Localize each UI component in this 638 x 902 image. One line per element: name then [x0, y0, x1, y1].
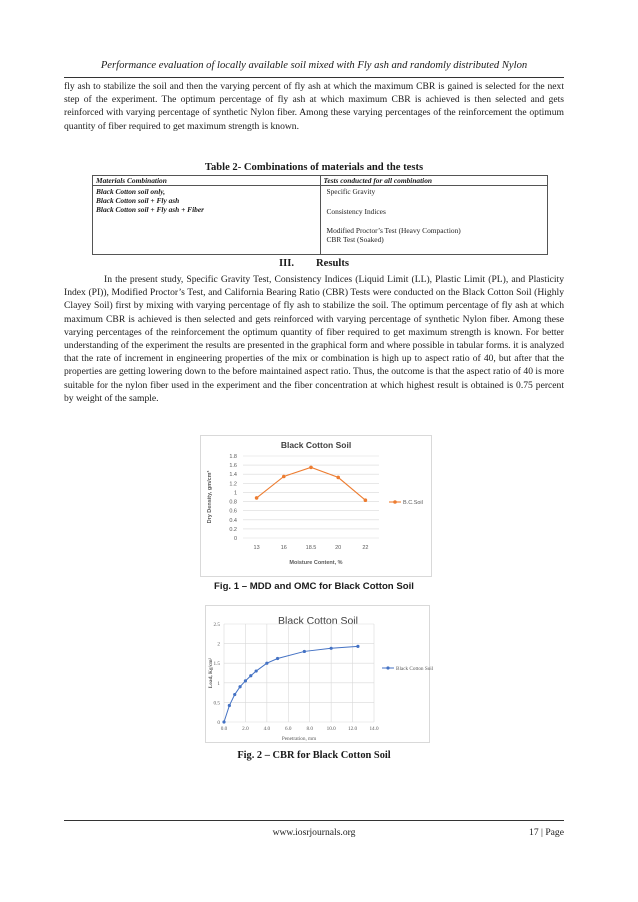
section-heading: [64, 258, 564, 269]
data-point: [303, 650, 306, 653]
y-tick-label: 1.2: [229, 481, 237, 488]
data-point: [228, 704, 231, 707]
tests-cell: [320, 186, 548, 255]
table-header-tests: Tests conducted for all combination: [320, 176, 548, 186]
material-item: Black Cotton soil + Fly ash: [96, 196, 180, 205]
footer-page-number: 17 | Page: [529, 827, 564, 838]
y-axis-label: Load, Kg/cm²: [208, 657, 214, 689]
y-axis-label: Dry Density, gm/cm³: [207, 470, 213, 524]
data-point: [282, 475, 286, 479]
data-point: [249, 674, 252, 677]
data-point: [330, 647, 333, 650]
x-tick-label: 20: [335, 545, 342, 551]
y-tick-label: 0: [217, 720, 220, 726]
x-tick-label: 14.0: [369, 726, 379, 732]
legend-label: B.C.Soil: [403, 500, 423, 506]
y-tick-label: 0.4: [229, 517, 237, 524]
material-item: Black Cotton soil + Fly ash + Fiber: [96, 205, 205, 214]
y-tick-label: 0.6: [229, 508, 237, 515]
table-header-materials: Materials Combination: [93, 176, 321, 186]
y-tick-label: 1.4: [229, 472, 237, 479]
table-row: [93, 186, 548, 255]
chart-title: Black Cotton Soil: [278, 615, 358, 627]
figure-2-caption: Fig. 2 – CBR for Black Cotton Soil: [237, 750, 391, 761]
series-line: [224, 646, 358, 722]
y-tick-label: 0.2: [229, 526, 237, 533]
footer-rule: [64, 820, 564, 821]
data-point: [244, 679, 247, 682]
series-line: [257, 467, 366, 500]
data-point: [276, 657, 279, 660]
y-tick-label: 1.8: [229, 454, 237, 460]
data-point: [356, 645, 359, 648]
y-tick-label: 1.5: [213, 661, 220, 668]
mdd-omc-chart: [201, 436, 431, 576]
material-item: Black Cotton soil only,: [96, 187, 166, 196]
x-tick-label: 8.0: [306, 726, 313, 732]
data-point: [255, 496, 259, 500]
x-tick-label: 2.0: [242, 726, 249, 732]
y-tick-label: 0.8: [229, 499, 237, 506]
x-tick-label: 0.0: [220, 726, 228, 732]
figure-1-chart: [200, 435, 432, 577]
cbr-chart: [206, 606, 434, 742]
x-tick-label: 16: [280, 545, 287, 551]
table-title: Table 2- Combinations of materials and the tests: [204, 162, 424, 173]
x-tick-label: 18.5: [305, 545, 317, 551]
y-tick-label: 1.6: [229, 463, 237, 470]
x-axis-label: Moisture Content, %: [289, 560, 343, 566]
y-tick-label: 1: [233, 490, 237, 497]
header-rule: [64, 77, 564, 78]
legend-label: Black Cotton Soil: [396, 666, 434, 672]
x-tick-label: 13: [253, 545, 260, 551]
test-item: Modified Proctor’s Test (Heavy Compaction): [326, 226, 461, 235]
running-header: Performance evaluation of locally available soil mixed with Fly ash and randomly distributed Nylon: [100, 60, 528, 71]
footer-url: www.iosrjournals.org: [272, 827, 356, 838]
data-point: [265, 662, 268, 665]
x-tick-label: 12.0: [348, 726, 358, 732]
y-tick-label: 0.5: [213, 700, 220, 707]
x-tick-label: 22: [362, 545, 369, 551]
y-tick-label: 0: [233, 536, 237, 542]
chart-title: Black Cotton Soil: [280, 440, 352, 450]
test-item: CBR Test (Soaked): [326, 235, 384, 244]
data-point: [238, 685, 241, 688]
figure-1-caption: Fig. 1 – MDD and OMC for Black Cotton Soil: [214, 581, 414, 592]
x-tick-label: 10.0: [326, 726, 336, 732]
legend-marker: [393, 500, 397, 504]
data-point: [336, 476, 340, 480]
materials-cell: [93, 186, 321, 255]
y-tick-label: 2.5: [213, 622, 220, 628]
x-tick-label: 6.0: [285, 726, 292, 732]
y-tick-label: 2: [217, 641, 220, 648]
test-item: Specific Gravity: [326, 187, 376, 196]
y-tick-label: 1: [217, 680, 220, 687]
x-axis-label: Penetration, mm: [281, 736, 317, 742]
intro-paragraph: fly ash to stabilize the soil and then the varying percent of fly ash at which the maximum CBR is gained is selected for the next step of the experiment. The optimum percentage of fly ash at which maximum CBR is achieved is then selected and gets reinforced with varying percentage of synthetic Nylon fiber. Among these varying percentages of the reinforcement the optimum quantity of fiber required to get maximum strength is known.: [64, 81, 564, 132]
data-point: [255, 669, 258, 672]
test-item: Consistency Indices: [326, 207, 386, 216]
section-title: Results: [316, 258, 349, 269]
legend-marker: [386, 666, 389, 669]
x-tick-label: 4.0: [263, 726, 271, 732]
data-point: [364, 498, 368, 502]
section-number: III.: [279, 258, 295, 269]
data-point: [233, 693, 236, 696]
combinations-table: [92, 175, 548, 255]
figure-2-chart: [205, 605, 434, 743]
table-header-row: [93, 176, 548, 186]
data-point: [309, 466, 313, 470]
data-point: [222, 720, 225, 723]
results-paragraph: In the present study, Specific Gravity Test, Consistency Indices (Liquid Limit (LL), Plastic Limit (PL), and Plasticity Index (PI)), Modified Proctor’s Test, and California Bearing Ratio (CBR) Tests were conducted on the Black Cotton Soil (Highly Clayey Soil) first by mixing with varying percentage of fly ash to stabilize the soil. The optimum percentage of fly ash at which maximum CBR is achieved is then selected and gets reinforced with varying percentage of synthetic Nylon fiber. Among these varying percentages of the reinforcement the optimum quantity of fiber required to get maximum strength is known. For better understanding of the experiment the results are presented in the graphical form and where possible in tabular forms. it is analyzed that the rate of increment in engineering properties of the mix or combination is high up to aspect ratio of 40, but after that the properties are getting lowering down to the before maintained aspect ratio. Thus, the outcome is that the aspect ratio of 40 is more suitable for the nylon fiber used in the experiment and the fiber concentration at which highest result is obtained is 0.75 percent by weight of the sample.: [64, 274, 564, 404]
